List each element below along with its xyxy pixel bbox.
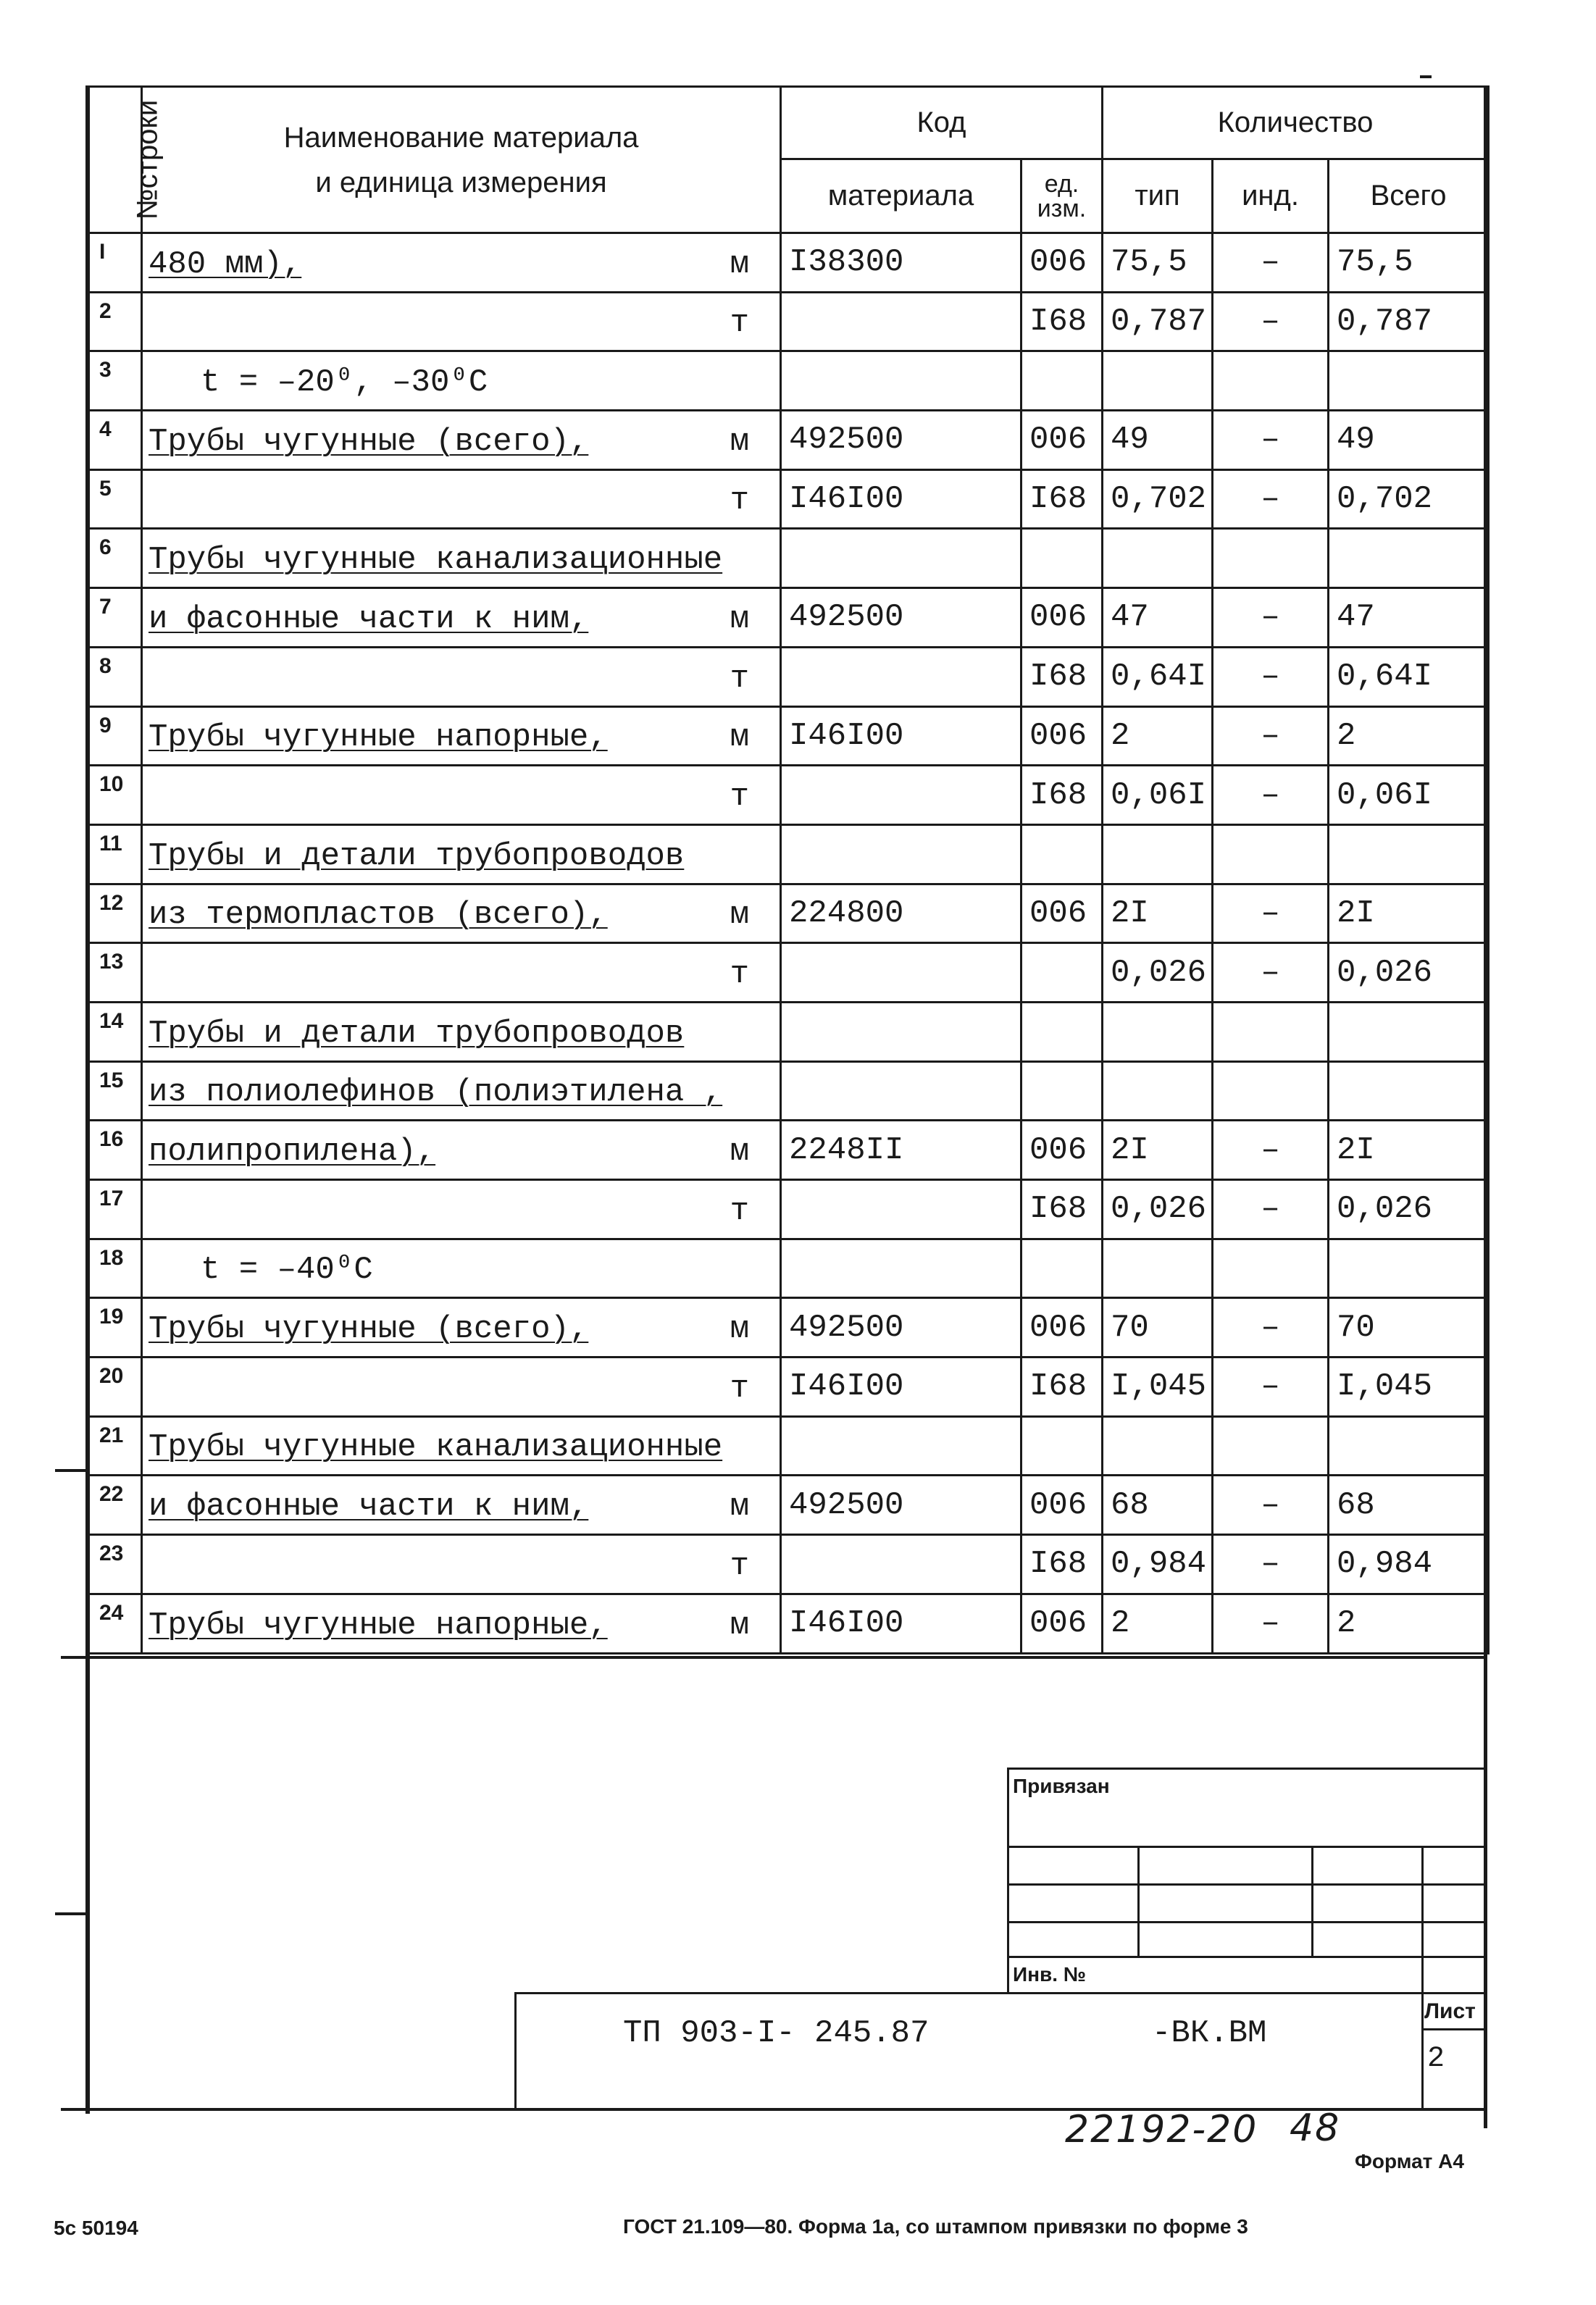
material-code <box>781 1061 1021 1121</box>
handwritten-page: 48 <box>1290 2107 1341 2150</box>
quantity-individual: – <box>1213 766 1329 825</box>
quantity-type: 0,702 <box>1103 469 1213 529</box>
measure-unit: т <box>730 955 749 992</box>
material-code <box>781 1239 1021 1298</box>
quantity-type: I,045 <box>1103 1358 1213 1417</box>
material-name: t = –20⁰, –30⁰С <box>201 364 488 401</box>
row-number: 9 <box>87 706 142 766</box>
quantity-individual: – <box>1213 1476 1329 1535</box>
quantity-type <box>1103 824 1213 884</box>
material-code: I46I00 <box>781 1358 1021 1417</box>
row-number: I <box>87 233 142 293</box>
quantity-total <box>1329 351 1489 411</box>
quantity-type: 2 <box>1103 706 1213 766</box>
material-name-cell <box>142 292 781 351</box>
material-name-cell <box>142 1298 781 1358</box>
material-code <box>781 647 1021 706</box>
stamp-divider <box>1311 1846 1313 1956</box>
material-code <box>781 351 1021 411</box>
unit-code: 006 <box>1021 884 1103 943</box>
material-code: 2248II <box>781 1121 1021 1180</box>
quantity-type: 2 <box>1103 1594 1213 1653</box>
corner-tick <box>1420 75 1432 78</box>
quantity-individual: – <box>1213 1180 1329 1239</box>
quantity-type: 47 <box>1103 588 1213 648</box>
header-row-1 <box>87 87 1489 159</box>
handwritten-code: 22192-20 <box>1065 2108 1258 2151</box>
quantity-total: 0,06I <box>1329 766 1489 825</box>
stamp-divider <box>1421 1846 1424 1992</box>
material-name: Трубы чугунные напорные, <box>149 719 608 756</box>
quantity-individual: – <box>1213 1121 1329 1180</box>
quantity-total <box>1329 1061 1489 1121</box>
material-code <box>781 1535 1021 1594</box>
material-name-cell <box>142 1535 781 1594</box>
material-code <box>781 824 1021 884</box>
material-name: Трубы и детали трубопроводов <box>149 837 685 874</box>
header-quantity: Количество <box>1103 87 1489 159</box>
row-number: 3 <box>87 351 142 411</box>
unit-code: I68 <box>1021 1180 1103 1239</box>
measure-unit: м <box>730 601 749 637</box>
quantity-total: 0,026 <box>1329 1180 1489 1239</box>
material-name-cell <box>142 351 781 411</box>
quantity-individual: – <box>1213 1535 1329 1594</box>
quantity-individual: – <box>1213 943 1329 1003</box>
quantity-total: 70 <box>1329 1298 1489 1358</box>
header-code: Код <box>781 87 1103 159</box>
unit-code: 006 <box>1021 1121 1103 1180</box>
materials-table <box>85 85 1490 1655</box>
table-row <box>87 1476 1489 1535</box>
unit-code <box>1021 351 1103 411</box>
unit-code <box>1021 1061 1103 1121</box>
measure-unit: т <box>730 482 749 519</box>
quantity-type: 0,026 <box>1103 1180 1213 1239</box>
quantity-individual: – <box>1213 1594 1329 1653</box>
material-name: t = –40⁰С <box>201 1252 373 1289</box>
row-number: 22 <box>87 1476 142 1535</box>
material-name-cell <box>142 1180 781 1239</box>
table-body <box>87 233 1489 1654</box>
margin-tick <box>55 1912 88 1915</box>
material-code <box>781 292 1021 351</box>
unit-code: I68 <box>1021 292 1103 351</box>
quantity-type: 0,984 <box>1103 1535 1213 1594</box>
quantity-type: 0,787 <box>1103 292 1213 351</box>
material-name-cell <box>142 1416 781 1476</box>
sheet-line <box>1421 2028 1485 2030</box>
quantity-individual <box>1213 824 1329 884</box>
unit-code: I68 <box>1021 1358 1103 1417</box>
header-unit-code: ед. изм. <box>1021 159 1103 233</box>
measure-unit: т <box>730 1547 749 1584</box>
quantity-type: 70 <box>1103 1298 1213 1358</box>
material-name: Трубы чугунные напорные, <box>149 1607 608 1644</box>
quantity-individual <box>1213 1002 1329 1061</box>
quantity-total <box>1329 529 1489 588</box>
material-code <box>781 943 1021 1003</box>
unit-code: I68 <box>1021 647 1103 706</box>
quantity-total: 0,984 <box>1329 1535 1489 1594</box>
table-row <box>87 766 1489 825</box>
row-number: 18 <box>87 1239 142 1298</box>
quantity-individual: – <box>1213 647 1329 706</box>
material-name: Трубы чугунные канализационные <box>149 542 723 579</box>
material-name-cell <box>142 1594 781 1653</box>
material-code: I46I00 <box>781 469 1021 529</box>
quantity-individual: – <box>1213 411 1329 470</box>
material-name-cell <box>142 1476 781 1535</box>
unit-code: I68 <box>1021 766 1103 825</box>
table-row <box>87 411 1489 470</box>
quantity-individual: – <box>1213 706 1329 766</box>
table-row <box>87 1298 1489 1358</box>
row-number: 11 <box>87 824 142 884</box>
material-name-cell <box>142 943 781 1003</box>
quantity-total: 2I <box>1329 884 1489 943</box>
header-type: тип <box>1103 159 1213 233</box>
quantity-individual <box>1213 1416 1329 1476</box>
binding-stamp <box>1007 1768 1487 1994</box>
measure-unit: т <box>730 778 749 815</box>
row-number: 19 <box>87 1298 142 1358</box>
measure-unit: м <box>730 1489 749 1526</box>
stamp-line <box>1007 1883 1485 1886</box>
material-code <box>781 1180 1021 1239</box>
unit-code <box>1021 1416 1103 1476</box>
table-bottom-line <box>61 1656 1487 1659</box>
material-name-cell <box>142 766 781 825</box>
unit-code: I68 <box>1021 469 1103 529</box>
material-code <box>781 1416 1021 1476</box>
quantity-type: 0,026 <box>1103 943 1213 1003</box>
table-row <box>87 588 1489 648</box>
material-name: Трубы чугунные (всего), <box>149 1311 589 1348</box>
gost-reference: ГОСТ 21.109—80. Форма 1а, со штампом привязки по форме 3 <box>623 2215 1248 2238</box>
quantity-total: 47 <box>1329 588 1489 648</box>
measure-unit: м <box>730 719 749 756</box>
table-row <box>87 1180 1489 1239</box>
row-number: 21 <box>87 1416 142 1476</box>
material-code <box>781 1002 1021 1061</box>
table-row <box>87 824 1489 884</box>
table-row <box>87 469 1489 529</box>
quantity-type: 49 <box>1103 411 1213 470</box>
quantity-individual: – <box>1213 588 1329 648</box>
unit-code <box>1021 529 1103 588</box>
row-number: 23 <box>87 1535 142 1594</box>
quantity-total: 75,5 <box>1329 233 1489 293</box>
material-name-cell <box>142 884 781 943</box>
table-row <box>87 943 1489 1003</box>
quantity-individual: – <box>1213 884 1329 943</box>
sheet-number: 2 <box>1427 2043 1445 2075</box>
table-row <box>87 1121 1489 1180</box>
inventory-label: Инв. № <box>1013 1963 1087 1986</box>
material-name: 480 мм), <box>149 246 302 283</box>
quantity-type <box>1103 1061 1213 1121</box>
material-name: Трубы чугунные канализационные <box>149 1429 723 1466</box>
quantity-individual: – <box>1213 292 1329 351</box>
quantity-individual <box>1213 1061 1329 1121</box>
quantity-type: 0,64I <box>1103 647 1213 706</box>
stamp-divider <box>1137 1846 1140 1956</box>
table-row <box>87 529 1489 588</box>
document-suffix: -ВК.ВМ <box>1152 2015 1267 2051</box>
measure-unit: м <box>730 1607 749 1644</box>
stamp-line <box>1007 1956 1485 1958</box>
row-number: 4 <box>87 411 142 470</box>
quantity-individual <box>1213 1239 1329 1298</box>
sheet-divider <box>1421 1992 1424 2108</box>
measure-unit: т <box>730 1192 749 1229</box>
table-row <box>87 1061 1489 1121</box>
quantity-individual: – <box>1213 233 1329 293</box>
measure-unit: м <box>730 1311 749 1348</box>
quantity-total: 0,64I <box>1329 647 1489 706</box>
material-name: Трубы и детали трубопроводов <box>149 1015 685 1052</box>
document-code: ТП 903-I- 245.87 <box>623 2015 929 2051</box>
unit-code: I68 <box>1021 1535 1103 1594</box>
quantity-total: 49 <box>1329 411 1489 470</box>
stamp-line <box>1007 1921 1485 1923</box>
quantity-type: 2I <box>1103 1121 1213 1180</box>
row-number: 10 <box>87 766 142 825</box>
quantity-type <box>1103 1002 1213 1061</box>
material-name: из термопластов (всего), <box>149 897 608 934</box>
table-row <box>87 292 1489 351</box>
quantity-total: 2I <box>1329 1121 1489 1180</box>
measure-unit: м <box>730 423 749 460</box>
header-material-code: материала <box>781 159 1021 233</box>
quantity-total <box>1329 1002 1489 1061</box>
footer-left-code: 5с 50194 <box>54 2217 138 2239</box>
material-name-cell <box>142 469 781 529</box>
row-number: 7 <box>87 588 142 648</box>
material-code: 492500 <box>781 1298 1021 1358</box>
measure-unit: м <box>730 897 749 934</box>
unit-code: 006 <box>1021 706 1103 766</box>
unit-code: 006 <box>1021 233 1103 293</box>
row-number: 20 <box>87 1358 142 1417</box>
quantity-individual: – <box>1213 1358 1329 1417</box>
material-code: I46I00 <box>781 1594 1021 1653</box>
table-row <box>87 233 1489 293</box>
material-name-cell <box>142 824 781 884</box>
material-name: Трубы чугунные (всего), <box>149 423 589 460</box>
margin-tick <box>55 1469 88 1472</box>
measure-unit: м <box>730 1134 749 1170</box>
header-name-line1: Наименование материала <box>283 121 639 154</box>
unit-code: 006 <box>1021 588 1103 648</box>
quantity-individual: – <box>1213 469 1329 529</box>
quantity-type <box>1103 1239 1213 1298</box>
table-row <box>87 1594 1489 1653</box>
quantity-total: 2 <box>1329 1594 1489 1653</box>
table-row <box>87 1416 1489 1476</box>
row-number: 15 <box>87 1061 142 1121</box>
material-name-cell <box>142 411 781 470</box>
header-material-name <box>142 87 781 233</box>
stamp-line <box>1007 1846 1485 1848</box>
quantity-type <box>1103 529 1213 588</box>
unit-code: 006 <box>1021 1298 1103 1358</box>
quantity-type: 0,06I <box>1103 766 1213 825</box>
quantity-total: 0,026 <box>1329 943 1489 1003</box>
row-number: 17 <box>87 1180 142 1239</box>
table-row <box>87 1358 1489 1417</box>
measure-unit: т <box>730 305 749 342</box>
material-name-cell <box>142 647 781 706</box>
material-name: полипропилена), <box>149 1134 436 1170</box>
quantity-total <box>1329 1239 1489 1298</box>
quantity-individual <box>1213 529 1329 588</box>
quantity-type <box>1103 1416 1213 1476</box>
header-total: Всего <box>1329 159 1489 233</box>
unit-code <box>1021 943 1103 1003</box>
material-code <box>781 529 1021 588</box>
material-name: из полиолефинов (полиэтилена , <box>149 1074 723 1111</box>
material-name-cell <box>142 1239 781 1298</box>
table-row <box>87 1002 1489 1061</box>
format-label: Формат А4 <box>1355 2150 1464 2172</box>
quantity-type: 75,5 <box>1103 233 1213 293</box>
quantity-total <box>1329 1416 1489 1476</box>
measure-unit: т <box>730 1370 749 1407</box>
row-number: 14 <box>87 1002 142 1061</box>
bound-label: Привязан <box>1013 1775 1110 1797</box>
table-row <box>87 1535 1489 1594</box>
row-number: 12 <box>87 884 142 943</box>
material-code: I46I00 <box>781 706 1021 766</box>
row-number: 2 <box>87 292 142 351</box>
quantity-total: 0,702 <box>1329 469 1489 529</box>
row-number: 16 <box>87 1121 142 1180</box>
material-name-cell <box>142 706 781 766</box>
header-row-number: №строки <box>87 87 142 233</box>
material-name: и фасонные части к ним, <box>149 1489 589 1526</box>
quantity-total: 68 <box>1329 1476 1489 1535</box>
material-name-cell <box>142 1002 781 1061</box>
material-name-cell <box>142 1061 781 1121</box>
measure-unit: т <box>730 660 749 697</box>
measure-unit: м <box>730 246 749 283</box>
unit-code <box>1021 1239 1103 1298</box>
row-number: 13 <box>87 943 142 1003</box>
quantity-individual <box>1213 351 1329 411</box>
header-individual: инд. <box>1213 159 1329 233</box>
material-name-cell <box>142 233 781 293</box>
material-name-cell <box>142 1121 781 1180</box>
table-row <box>87 647 1489 706</box>
table-row <box>87 1239 1489 1298</box>
table-row <box>87 351 1489 411</box>
quantity-type: 2I <box>1103 884 1213 943</box>
row-number: 5 <box>87 469 142 529</box>
quantity-type: 68 <box>1103 1476 1213 1535</box>
material-name-cell <box>142 588 781 648</box>
material-code: 224800 <box>781 884 1021 943</box>
table-row <box>87 706 1489 766</box>
unit-code: 006 <box>1021 1594 1103 1653</box>
material-name-cell <box>142 529 781 588</box>
material-code: I38300 <box>781 233 1021 293</box>
material-code: 492500 <box>781 588 1021 648</box>
quantity-total: 0,787 <box>1329 292 1489 351</box>
unit-code <box>1021 824 1103 884</box>
row-number: 6 <box>87 529 142 588</box>
unit-code: 006 <box>1021 1476 1103 1535</box>
material-name-cell <box>142 1358 781 1417</box>
header-name-line2: и единица измерения <box>315 166 607 198</box>
row-number: 24 <box>87 1594 142 1653</box>
material-code: 492500 <box>781 411 1021 470</box>
row-number: 8 <box>87 647 142 706</box>
quantity-total: I,045 <box>1329 1358 1489 1417</box>
quantity-total <box>1329 824 1489 884</box>
unit-code <box>1021 1002 1103 1061</box>
material-code <box>781 766 1021 825</box>
quantity-individual: – <box>1213 1298 1329 1358</box>
material-code: 492500 <box>781 1476 1021 1535</box>
unit-code: 006 <box>1021 411 1103 470</box>
quantity-type <box>1103 351 1213 411</box>
material-name: и фасонные части к ним, <box>149 601 589 637</box>
quantity-total: 2 <box>1329 706 1489 766</box>
table-row <box>87 884 1489 943</box>
sheet-label: Лист <box>1424 1999 1476 2023</box>
